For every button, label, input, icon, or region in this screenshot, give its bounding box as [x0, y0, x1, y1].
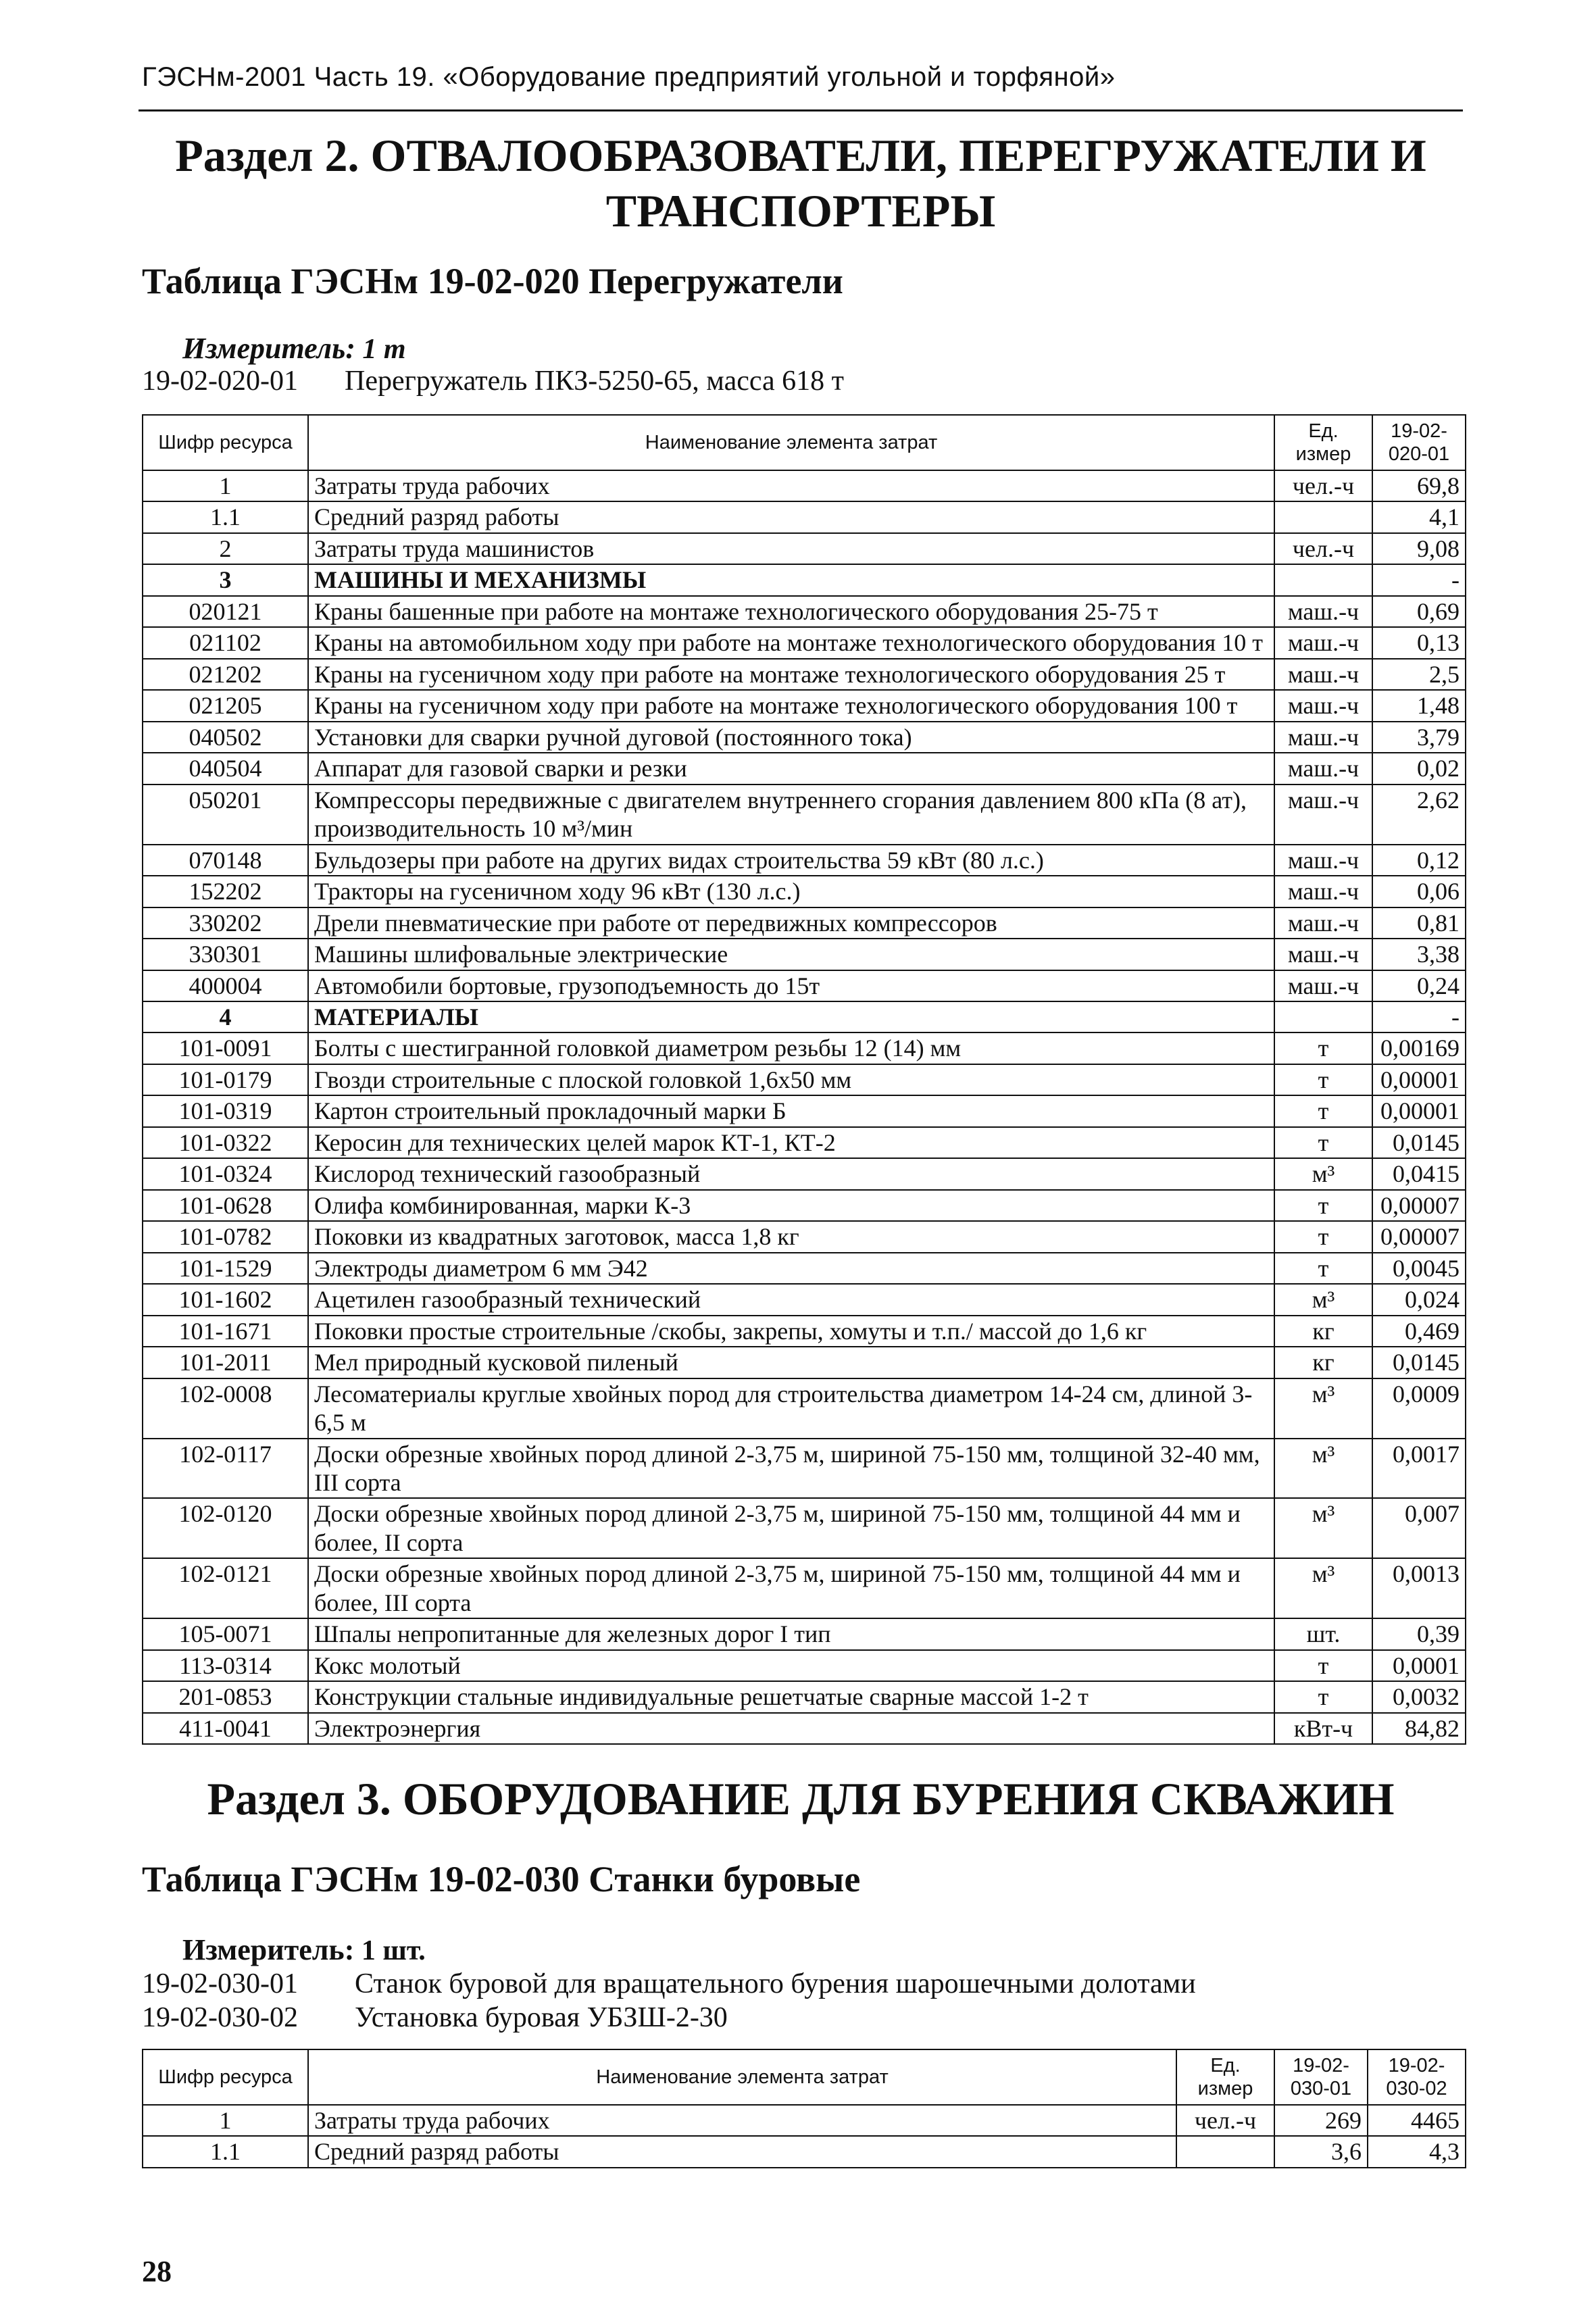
item-description: Перегружатель ПКЗ-5250-65, масса 618 т: [345, 366, 844, 397]
value-cell-2: 4465: [1368, 2105, 1466, 2136]
resource-name-cell: Доски обрезные хвойных пород длиной 2-3,75 м, шириной 75-150 мм, толщиной 44 мм и более, III сорта: [308, 1558, 1274, 1618]
resource-name-cell: Шпалы непропитанные для железных дорог I тип: [308, 1618, 1274, 1649]
value-cell-2: 4,3: [1368, 2136, 1466, 2167]
resource-name-cell: Картон строительный прокладочный марки Б: [308, 1095, 1274, 1126]
resource-name-cell: Краны на автомобильном ходу при работе на монтаже технологического оборудования 10 т: [308, 627, 1274, 658]
value-cell: 0,007: [1372, 1498, 1466, 1558]
unit-cell: [1274, 564, 1372, 595]
value-cell: 1,48: [1372, 690, 1466, 721]
unit-cell: маш.-ч: [1274, 785, 1372, 845]
resource-name-cell: Керосин для технических целей марок КТ-1, КТ-2: [308, 1127, 1274, 1158]
resource-code-cell: 101-1529: [143, 1253, 308, 1284]
resource-code-cell: 101-0324: [143, 1158, 308, 1189]
table-row: [143, 1127, 1466, 1158]
resource-code-cell: 400004: [143, 970, 308, 1001]
table-row: [143, 1221, 1466, 1252]
table-row: [143, 1498, 1466, 1558]
table-row: [143, 876, 1466, 907]
table-row: [143, 690, 1466, 721]
page-number: 28: [142, 2255, 172, 2288]
column-header-value-2: 19-02-030-02: [1368, 2049, 1466, 2105]
unit-cell: т: [1274, 1221, 1372, 1252]
column-header-code: Шифр ресурса: [143, 415, 308, 470]
unit-cell: т: [1274, 1253, 1372, 1284]
value-cell: 0,0415: [1372, 1158, 1466, 1189]
resource-code-cell: 152202: [143, 876, 308, 907]
table-row: [143, 1284, 1466, 1315]
resource-name-cell: Бульдозеры при работе на других видах строительства 59 кВт (80 л.с.): [308, 845, 1274, 876]
unit-cell: кг: [1274, 1316, 1372, 1347]
resource-code-cell: 021102: [143, 627, 308, 658]
column-header-name: Наименование элемента затрат: [308, 2049, 1176, 2105]
table-row: [143, 1190, 1466, 1221]
table-row: [143, 2136, 1466, 2167]
value-cell: 0,0009: [1372, 1378, 1466, 1439]
resource-name-cell: Краны на гусеничном ходу при работе на монтаже технологического оборудования 100 т: [308, 690, 1274, 721]
resource-name-cell: Затраты труда рабочих: [308, 2105, 1176, 2136]
resource-code-cell: 1: [143, 470, 308, 501]
table-row: [143, 533, 1466, 564]
value-cell: -: [1372, 564, 1466, 595]
value-cell: 84,82: [1372, 1713, 1466, 1744]
unit-cell: м³: [1274, 1158, 1372, 1189]
resource-code-cell: 1.1: [143, 2136, 308, 2167]
table-row: [143, 970, 1466, 1001]
resource-code-cell: 3: [143, 564, 308, 595]
section-3-title: Раздел 3. ОБОРУДОВАНИЕ ДЛЯ БУРЕНИЯ СКВАЖИН: [207, 1773, 1395, 1824]
resource-code-cell: 040502: [143, 722, 308, 753]
table-row: [143, 470, 1466, 501]
value-cell: 0,02: [1372, 753, 1466, 784]
unit-cell: чел.-ч: [1274, 470, 1372, 501]
item-code: 19-02-030-01: [142, 1968, 298, 1999]
table-row: [143, 785, 1466, 845]
resource-name-cell: Гвозди строительные с плоской головкой 1,6х50 мм: [308, 1064, 1274, 1095]
value-cell: 0,0013: [1372, 1558, 1466, 1618]
item-line-2: [142, 2001, 728, 2034]
resource-code-cell: 101-1602: [143, 1284, 308, 1315]
resource-code-cell: 020121: [143, 596, 308, 627]
unit-cell: т: [1274, 1095, 1372, 1126]
resource-name-cell: Средний разряд работы: [308, 2136, 1176, 2167]
value-cell: 0,0001: [1372, 1650, 1466, 1681]
resource-name-cell: Автомобили бортовые, грузоподъемность до 15т: [308, 970, 1274, 1001]
unit-cell: м³: [1274, 1284, 1372, 1315]
value-cell: -: [1372, 1001, 1466, 1032]
resource-name-cell: Поковки из квадратных заготовок, масса 1,8 кг: [308, 1221, 1274, 1252]
table-row: [143, 501, 1466, 532]
value-cell: 0,06: [1372, 876, 1466, 907]
resource-name-cell: Поковки простые строительные /скобы, закрепы, хомуты и т.п./ массой до 1,6 кг: [308, 1316, 1274, 1347]
meter-value-2: 1 шт.: [361, 1935, 426, 1966]
value-cell: 0,0017: [1372, 1439, 1466, 1499]
table-row: [143, 845, 1466, 876]
unit-cell: м³: [1274, 1439, 1372, 1499]
unit-cell: маш.-ч: [1274, 753, 1372, 784]
resource-code-cell: 330301: [143, 939, 308, 970]
resource-code-cell: 113-0314: [143, 1650, 308, 1681]
resource-name-cell: Доски обрезные хвойных пород длиной 2-3,75 м, шириной 75-150 мм, толщиной 44 мм и более, II сорта: [308, 1498, 1274, 1558]
table-row: [143, 627, 1466, 658]
resource-code-cell: 1.1: [143, 501, 308, 532]
resource-code-cell: 102-0120: [143, 1498, 308, 1558]
resource-code-cell: 101-0782: [143, 1221, 308, 1252]
unit-cell: т: [1274, 1650, 1372, 1681]
unit-cell: маш.-ч: [1274, 876, 1372, 907]
unit-cell: [1274, 1001, 1372, 1032]
unit-cell: чел.-ч: [1176, 2105, 1274, 2136]
table-row: [143, 907, 1466, 939]
value-cell: 3,79: [1372, 722, 1466, 753]
value-cell: 0,0032: [1372, 1681, 1466, 1712]
unit-cell: маш.-ч: [1274, 722, 1372, 753]
resource-code-cell: 070148: [143, 845, 308, 876]
value-cell: 4,1: [1372, 501, 1466, 532]
value-cell: 0,69: [1372, 596, 1466, 627]
section-2-title-line-1: Раздел 2. ОТВАЛООБРАЗОВАТЕЛИ, ПЕРЕГРУЖАТЕЛИ И: [175, 130, 1426, 181]
resource-code-cell: 2: [143, 533, 308, 564]
resource-code-cell: 1: [143, 2105, 308, 2136]
resource-code-cell: 101-0319: [143, 1095, 308, 1126]
resource-name-cell: МАТЕРИАЛЫ: [308, 1001, 1274, 1032]
value-cell: 0,00007: [1372, 1221, 1466, 1252]
resource-code-cell: 102-0121: [143, 1558, 308, 1618]
resource-code-cell: 021202: [143, 659, 308, 690]
meter-value: 1 т: [362, 334, 406, 365]
item-code: 19-02-030-02: [142, 2002, 298, 2033]
value-cell: 69,8: [1372, 470, 1466, 501]
table-row: [143, 1001, 1466, 1032]
value-cell: 0,0145: [1372, 1127, 1466, 1158]
table-row: [143, 1378, 1466, 1439]
table-row: [143, 1618, 1466, 1649]
unit-cell: т: [1274, 1681, 1372, 1712]
column-header-unit: Ед. измер: [1274, 415, 1372, 470]
value-cell: 0,0145: [1372, 1347, 1466, 1378]
value-cell: 0,24: [1372, 970, 1466, 1001]
resource-name-cell: Мел природный кусковой пиленый: [308, 1347, 1274, 1378]
table-row: [143, 2105, 1466, 2136]
value-cell-1: 3,6: [1274, 2136, 1368, 2167]
resource-name-cell: Кокс молотый: [308, 1650, 1274, 1681]
resource-name-cell: Тракторы на гусеничном ходу 96 кВт (130 л.с.): [308, 876, 1274, 907]
resource-name-cell: Краны на гусеничном ходу при работе на монтаже технологического оборудования 25 т: [308, 659, 1274, 690]
header-rule: [139, 109, 1463, 111]
table-19-02-030-title: Таблица ГЭСНм 19-02-030 Станки буровые: [142, 1859, 861, 1899]
resource-code-cell: 050201: [143, 785, 308, 845]
table-row: [143, 1064, 1466, 1095]
unit-cell: маш.-ч: [1274, 970, 1372, 1001]
unit-cell: чел.-ч: [1274, 533, 1372, 564]
table-row: [143, 722, 1466, 753]
value-cell: 0,00169: [1372, 1032, 1466, 1064]
unit-cell: т: [1274, 1064, 1372, 1095]
table-row: [143, 753, 1466, 784]
value-cell: 0,13: [1372, 627, 1466, 658]
column-header-value-1: 19-02-030-01: [1274, 2049, 1368, 2105]
table-row: [143, 1095, 1466, 1126]
resource-code-cell: 101-0179: [143, 1064, 308, 1095]
value-cell: 0,12: [1372, 845, 1466, 876]
resource-code-cell: 201-0853: [143, 1681, 308, 1712]
resource-code-cell: 101-2011: [143, 1347, 308, 1378]
resource-table-19-02-020: [142, 414, 1466, 1745]
resource-name-cell: Установки для сварки ручной дуговой (постоянного тока): [308, 722, 1274, 753]
resource-code-cell: 330202: [143, 907, 308, 939]
unit-cell: кг: [1274, 1347, 1372, 1378]
resource-code-cell: 101-1671: [143, 1316, 308, 1347]
resource-table-19-02-030: [142, 2049, 1466, 2168]
column-header-code: Шифр ресурса: [143, 2049, 308, 2105]
resource-name-cell: Краны башенные при работе на монтаже технологического оборудования 25-75 т: [308, 596, 1274, 627]
value-cell: 9,08: [1372, 533, 1466, 564]
value-cell-1: 269: [1274, 2105, 1368, 2136]
meter-line-2: [182, 1933, 426, 1967]
unit-cell: маш.-ч: [1274, 690, 1372, 721]
unit-cell: т: [1274, 1127, 1372, 1158]
unit-cell: м³: [1274, 1378, 1372, 1439]
unit-cell: м³: [1274, 1498, 1372, 1558]
resource-name-cell: Компрессоры передвижные с двигателем внутреннего сгорания давлением 800 кПа (8 ат), производительность 10 м³/мин: [308, 785, 1274, 845]
table-row: [143, 1316, 1466, 1347]
item-description: Установка буровая УБЗШ-2-30: [355, 2002, 728, 2033]
table-row: [143, 1032, 1466, 1064]
unit-cell: маш.-ч: [1274, 907, 1372, 939]
resource-name-cell: Лесоматериалы круглые хвойных пород для строительства диаметром 14-24 см, длиной 3-6,5 м: [308, 1378, 1274, 1439]
unit-cell: [1274, 501, 1372, 532]
resource-name-cell: МАШИНЫ И МЕХАНИЗМЫ: [308, 564, 1274, 595]
unit-cell: т: [1274, 1190, 1372, 1221]
table-row: [143, 1558, 1466, 1618]
resource-code-cell: 101-0322: [143, 1127, 308, 1158]
value-cell: 0,0045: [1372, 1253, 1466, 1284]
table-row: [143, 564, 1466, 595]
table-row: [143, 1439, 1466, 1499]
resource-name-cell: Кислород технический газообразный: [308, 1158, 1274, 1189]
resource-name-cell: Аппарат для газовой сварки и резки: [308, 753, 1274, 784]
resource-code-cell: 102-0117: [143, 1439, 308, 1499]
resource-name-cell: Дрели пневматические при работе от передвижных компрессоров: [308, 907, 1274, 939]
resource-code-cell: 021205: [143, 690, 308, 721]
table-row: [143, 1713, 1466, 1744]
table-row: [143, 1650, 1466, 1681]
resource-name-cell: Средний разряд работы: [308, 501, 1274, 532]
unit-cell: маш.-ч: [1274, 845, 1372, 876]
value-cell: 0,39: [1372, 1618, 1466, 1649]
resource-code-cell: 4: [143, 1001, 308, 1032]
column-header-value: 19-02-020-01: [1372, 415, 1466, 470]
value-cell: 0,024: [1372, 1284, 1466, 1315]
table-row: [143, 939, 1466, 970]
table-row: [143, 1253, 1466, 1284]
resource-name-cell: Конструкции стальные индивидуальные решетчатые сварные массой 1-2 т: [308, 1681, 1274, 1712]
meter-line: [182, 331, 406, 366]
resource-name-cell: Затраты труда рабочих: [308, 470, 1274, 501]
section-2-title-line-2: ТРАНСПОРТЕРЫ: [605, 185, 996, 237]
unit-cell: [1176, 2136, 1274, 2167]
table-row: [143, 659, 1466, 690]
unit-cell: кВт-ч: [1274, 1713, 1372, 1744]
table-row: [143, 1158, 1466, 1189]
resource-code-cell: 105-0071: [143, 1618, 308, 1649]
item-code: 19-02-020-01: [142, 366, 298, 397]
resource-code-cell: 411-0041: [143, 1713, 308, 1744]
running-header: ГЭСНм-2001 Часть 19. «Оборудование предприятий угольной и торфяной»: [142, 62, 1116, 92]
value-cell: 0,00001: [1372, 1095, 1466, 1126]
resource-name-cell: Болты с шестигранной головкой диаметром резьбы 12 (14) мм: [308, 1032, 1274, 1064]
meter-label-2: Измеритель:: [182, 1933, 355, 1966]
table-row: [143, 1681, 1466, 1712]
table-19-02-020-title: Таблица ГЭСНм 19-02-020 Перегружатели: [142, 261, 843, 301]
unit-cell: маш.-ч: [1274, 659, 1372, 690]
value-cell: 3,38: [1372, 939, 1466, 970]
unit-cell: т: [1274, 1032, 1372, 1064]
resource-name-cell: Ацетилен газообразный технический: [308, 1284, 1274, 1315]
resource-name-cell: Электроэнергия: [308, 1713, 1274, 1744]
resource-code-cell: 102-0008: [143, 1378, 308, 1439]
unit-cell: маш.-ч: [1274, 939, 1372, 970]
resource-name-cell: Доски обрезные хвойных пород длиной 2-3,75 м, шириной 75-150 мм, толщиной 32-40 мм, III сорта: [308, 1439, 1274, 1499]
unit-cell: шт.: [1274, 1618, 1372, 1649]
value-cell: 0,00001: [1372, 1064, 1466, 1095]
item-line-1: [142, 1968, 1196, 2000]
unit-cell: маш.-ч: [1274, 627, 1372, 658]
value-cell: 2,5: [1372, 659, 1466, 690]
resource-code-cell: 040504: [143, 753, 308, 784]
column-header-unit: Ед. измер: [1176, 2049, 1274, 2105]
table-header-row: [143, 2049, 1466, 2105]
resource-name-cell: Электроды диаметром 6 мм Э42: [308, 1253, 1274, 1284]
column-header-name: Наименование элемента затрат: [308, 415, 1274, 470]
item-line: [142, 365, 844, 397]
unit-cell: м³: [1274, 1558, 1372, 1618]
resource-name-cell: Затраты труда машинистов: [308, 533, 1274, 564]
table-row: [143, 596, 1466, 627]
value-cell: 0,469: [1372, 1316, 1466, 1347]
table-row: [143, 1347, 1466, 1378]
table-header-row: [143, 415, 1466, 470]
unit-cell: маш.-ч: [1274, 596, 1372, 627]
meter-label: Измеритель:: [182, 332, 355, 365]
resource-name-cell: Олифа комбинированная, марки К-3: [308, 1190, 1274, 1221]
value-cell: 2,62: [1372, 785, 1466, 845]
item-description: Станок буровой для вращательного бурения шарошечными долотами: [355, 1968, 1196, 1999]
value-cell: 0,81: [1372, 907, 1466, 939]
value-cell: 0,00007: [1372, 1190, 1466, 1221]
resource-name-cell: Машины шлифовальные электрические: [308, 939, 1274, 970]
resource-code-cell: 101-0628: [143, 1190, 308, 1221]
resource-code-cell: 101-0091: [143, 1032, 308, 1064]
